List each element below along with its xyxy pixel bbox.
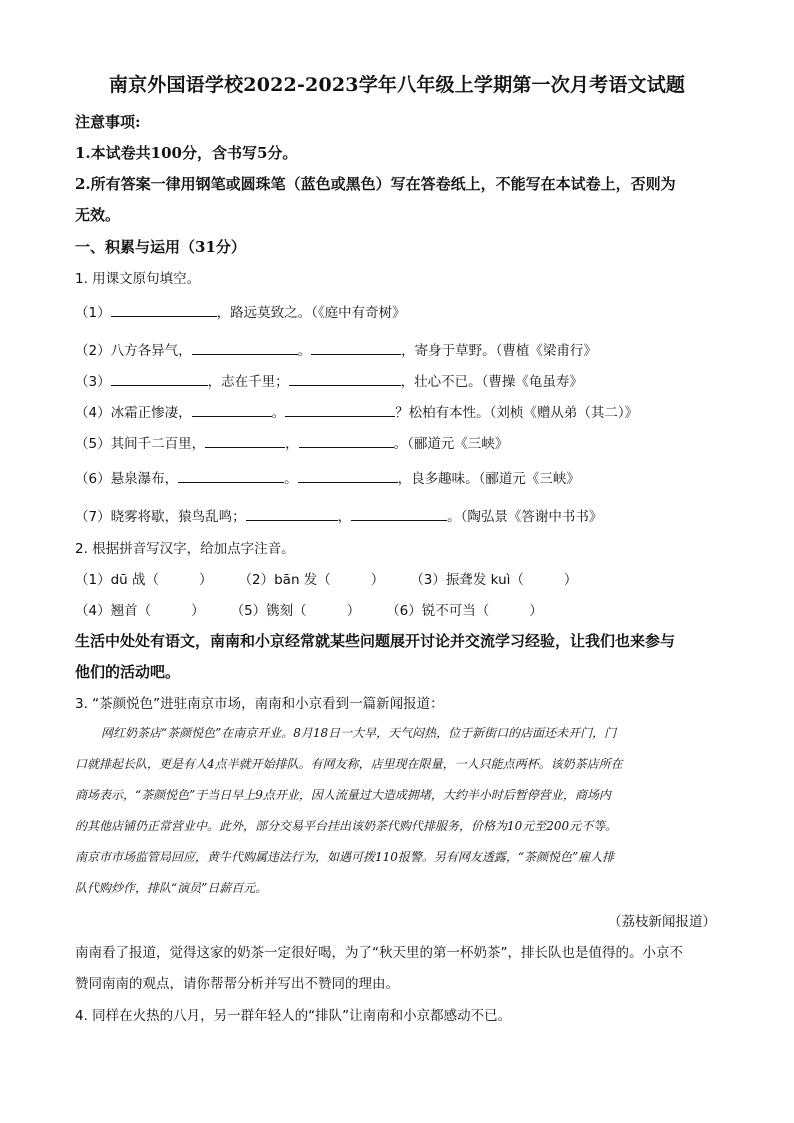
q1-l4-a: （4）冰霜正惨凄，	[75, 405, 192, 421]
q1-line-4	[75, 401, 638, 421]
news-line-2: 口就排起长队，更是有人4点半就开始排队。有网友称，店里现在限量，一人只能点两杯。该奶茶店所在	[75, 757, 623, 771]
q1-l2-b: 。	[297, 343, 312, 359]
q3-text-2: 赞同南南的观点，请你帮帮分析并写出不赞同的理由。	[75, 976, 399, 992]
fill-blank[interactable]	[351, 506, 447, 521]
news-line-6: 队代购炒作，排队“演员”日薪百元。	[75, 881, 268, 895]
notice-heading: 注意事项:	[75, 113, 141, 131]
q1-l2-c: ，寄身于草野。（曹植《梁甫行》	[401, 343, 597, 359]
fill-blank[interactable]	[311, 340, 401, 355]
fill-blank[interactable]	[178, 468, 284, 483]
question-1-prompt: 1. 用课文原句填空。	[75, 271, 201, 287]
q2-close: ）	[199, 572, 213, 588]
q1-l7-c: 。（陶弘景《答谢中书书》	[447, 509, 603, 525]
fill-blank[interactable]	[192, 340, 298, 355]
q1-l7-a: （7）晓雾将歇，猿鸟乱鸣；	[75, 509, 246, 525]
q1-line-3	[75, 370, 583, 390]
notice-item-2: 2.所有答案一律用钢笔或圆珠笔（蓝色或黑色）写在答卷纸上，不能写在本试卷上，否则为	[75, 175, 676, 193]
q2-item-2: （2）bān 发（	[238, 572, 331, 588]
q1-l3-b: ，志在千里；	[207, 374, 289, 390]
page-title: 南京外国语学校2022-2023学年八年级上学期第一次月考语文试题	[108, 74, 686, 96]
q1-l6-a: （6）悬泉瀑布，	[75, 471, 179, 487]
q1-l6-c: ，良多趣味。（郦道元《三峡》	[397, 471, 580, 487]
q1-l3-c: ，壮心不已。（曹操《龟虽寿》	[400, 374, 583, 390]
q1-line-5	[75, 432, 508, 452]
q2-close: ）	[191, 603, 205, 619]
q2-close: ）	[346, 603, 361, 619]
q1-line-6	[75, 467, 580, 487]
fill-blank[interactable]	[285, 402, 395, 417]
notice-item-2-cont: 无效。	[75, 206, 121, 224]
q1-l7-b: ，	[337, 509, 352, 525]
notice-item-1: 1.本试卷共100分，含书写5分。	[75, 144, 298, 162]
fill-blank[interactable]	[111, 302, 217, 317]
q1-l1-a: （1）	[75, 305, 111, 321]
q1-l4-c: ？松柏有本性。（刘桢《赠从弟（其二）》	[395, 405, 639, 421]
q1-line-2	[75, 339, 597, 359]
q1-l4-b: 。	[271, 405, 286, 421]
q1-l2-a: （2）八方各异气，	[75, 343, 192, 359]
q1-l1-b: ，路远莫致之。（《庭中有奇树》	[216, 305, 406, 321]
intro-line-1: 生活中处处有语文，南南和小京经常就某些问题展开讨论并交流学习经验，让我们也来参与	[75, 632, 676, 650]
q1-line-7	[75, 505, 602, 525]
section-heading: 一、积累与运用（31分）	[75, 238, 246, 256]
q1-l5-c: 。（郦道元《三峡》	[393, 436, 509, 452]
q2-item-3: （3）振聋发 kuì（	[410, 572, 524, 588]
fill-blank[interactable]	[299, 433, 394, 448]
q2-row-1	[75, 568, 577, 588]
q2-item-1: （1）dū 战（	[75, 572, 160, 588]
news-line-5: 南京市市场监管局回应，黄牛代购属违法行为，如遇可拨110报警。另有网友透露，“茶颜悦色”雇人排	[75, 850, 615, 864]
fill-blank[interactable]	[192, 402, 272, 417]
intro-line-2: 他们的活动吧。	[75, 663, 181, 681]
news-line-4: 的其他店铺仍正常营业中。此外，部分交易平台挂出该奶茶代购代排服务，价格为10元至200元不等。	[75, 819, 618, 833]
q1-l5-b: ，	[285, 436, 299, 452]
q1-l6-b: 。	[284, 471, 298, 487]
fill-blank[interactable]	[111, 371, 208, 386]
q2-close: ）	[529, 603, 543, 619]
q3-text-1: 南南看了报道，觉得这家的奶茶一定很好喝，为了“秋天里的第一杯奶茶”，排长队也是值得的。小京不	[75, 945, 683, 961]
question-4-prompt: 4. 同样在火热的八月，另一群年轻人的“排队”让南南和小京都感动不已。	[75, 1008, 512, 1024]
q1-l5-a: （5）其间千二百里，	[75, 436, 206, 452]
news-source: （荔枝新闻报道）	[608, 914, 716, 930]
fill-blank[interactable]	[246, 506, 338, 521]
fill-blank[interactable]	[205, 433, 285, 448]
q2-item-5: （5）镌刻（	[230, 603, 307, 619]
q1-l3-a: （3）	[75, 374, 111, 390]
fill-blank[interactable]	[298, 468, 398, 483]
fill-blank[interactable]	[289, 371, 401, 386]
q2-item-4: （4）翘首（	[75, 603, 152, 619]
q2-close: ）	[563, 572, 578, 588]
q2-item-6: （6）锐不可当（	[386, 603, 490, 619]
news-line-3: 商场表示，“茶颜悦色”于当日早上9点开业，因人流量过大造成拥堵，大约半小时后暂停营业，商场内	[75, 788, 611, 802]
question-2-prompt: 2. 根据拼音写汉字，给加点字注音。	[75, 541, 295, 557]
question-3-prompt: 3. “茶颜悦色”进驻南京市场，南南和小京看到一篇新闻报道：	[75, 696, 444, 712]
q2-row-2	[75, 599, 543, 619]
q1-line-1	[75, 301, 406, 321]
news-line-1: 网红奶茶店“茶颜悦色”在南京开业。8月18日一大早，天气闷热，位于新街口的店面还未开门，门	[101, 726, 617, 740]
q2-close: ）	[370, 572, 385, 588]
